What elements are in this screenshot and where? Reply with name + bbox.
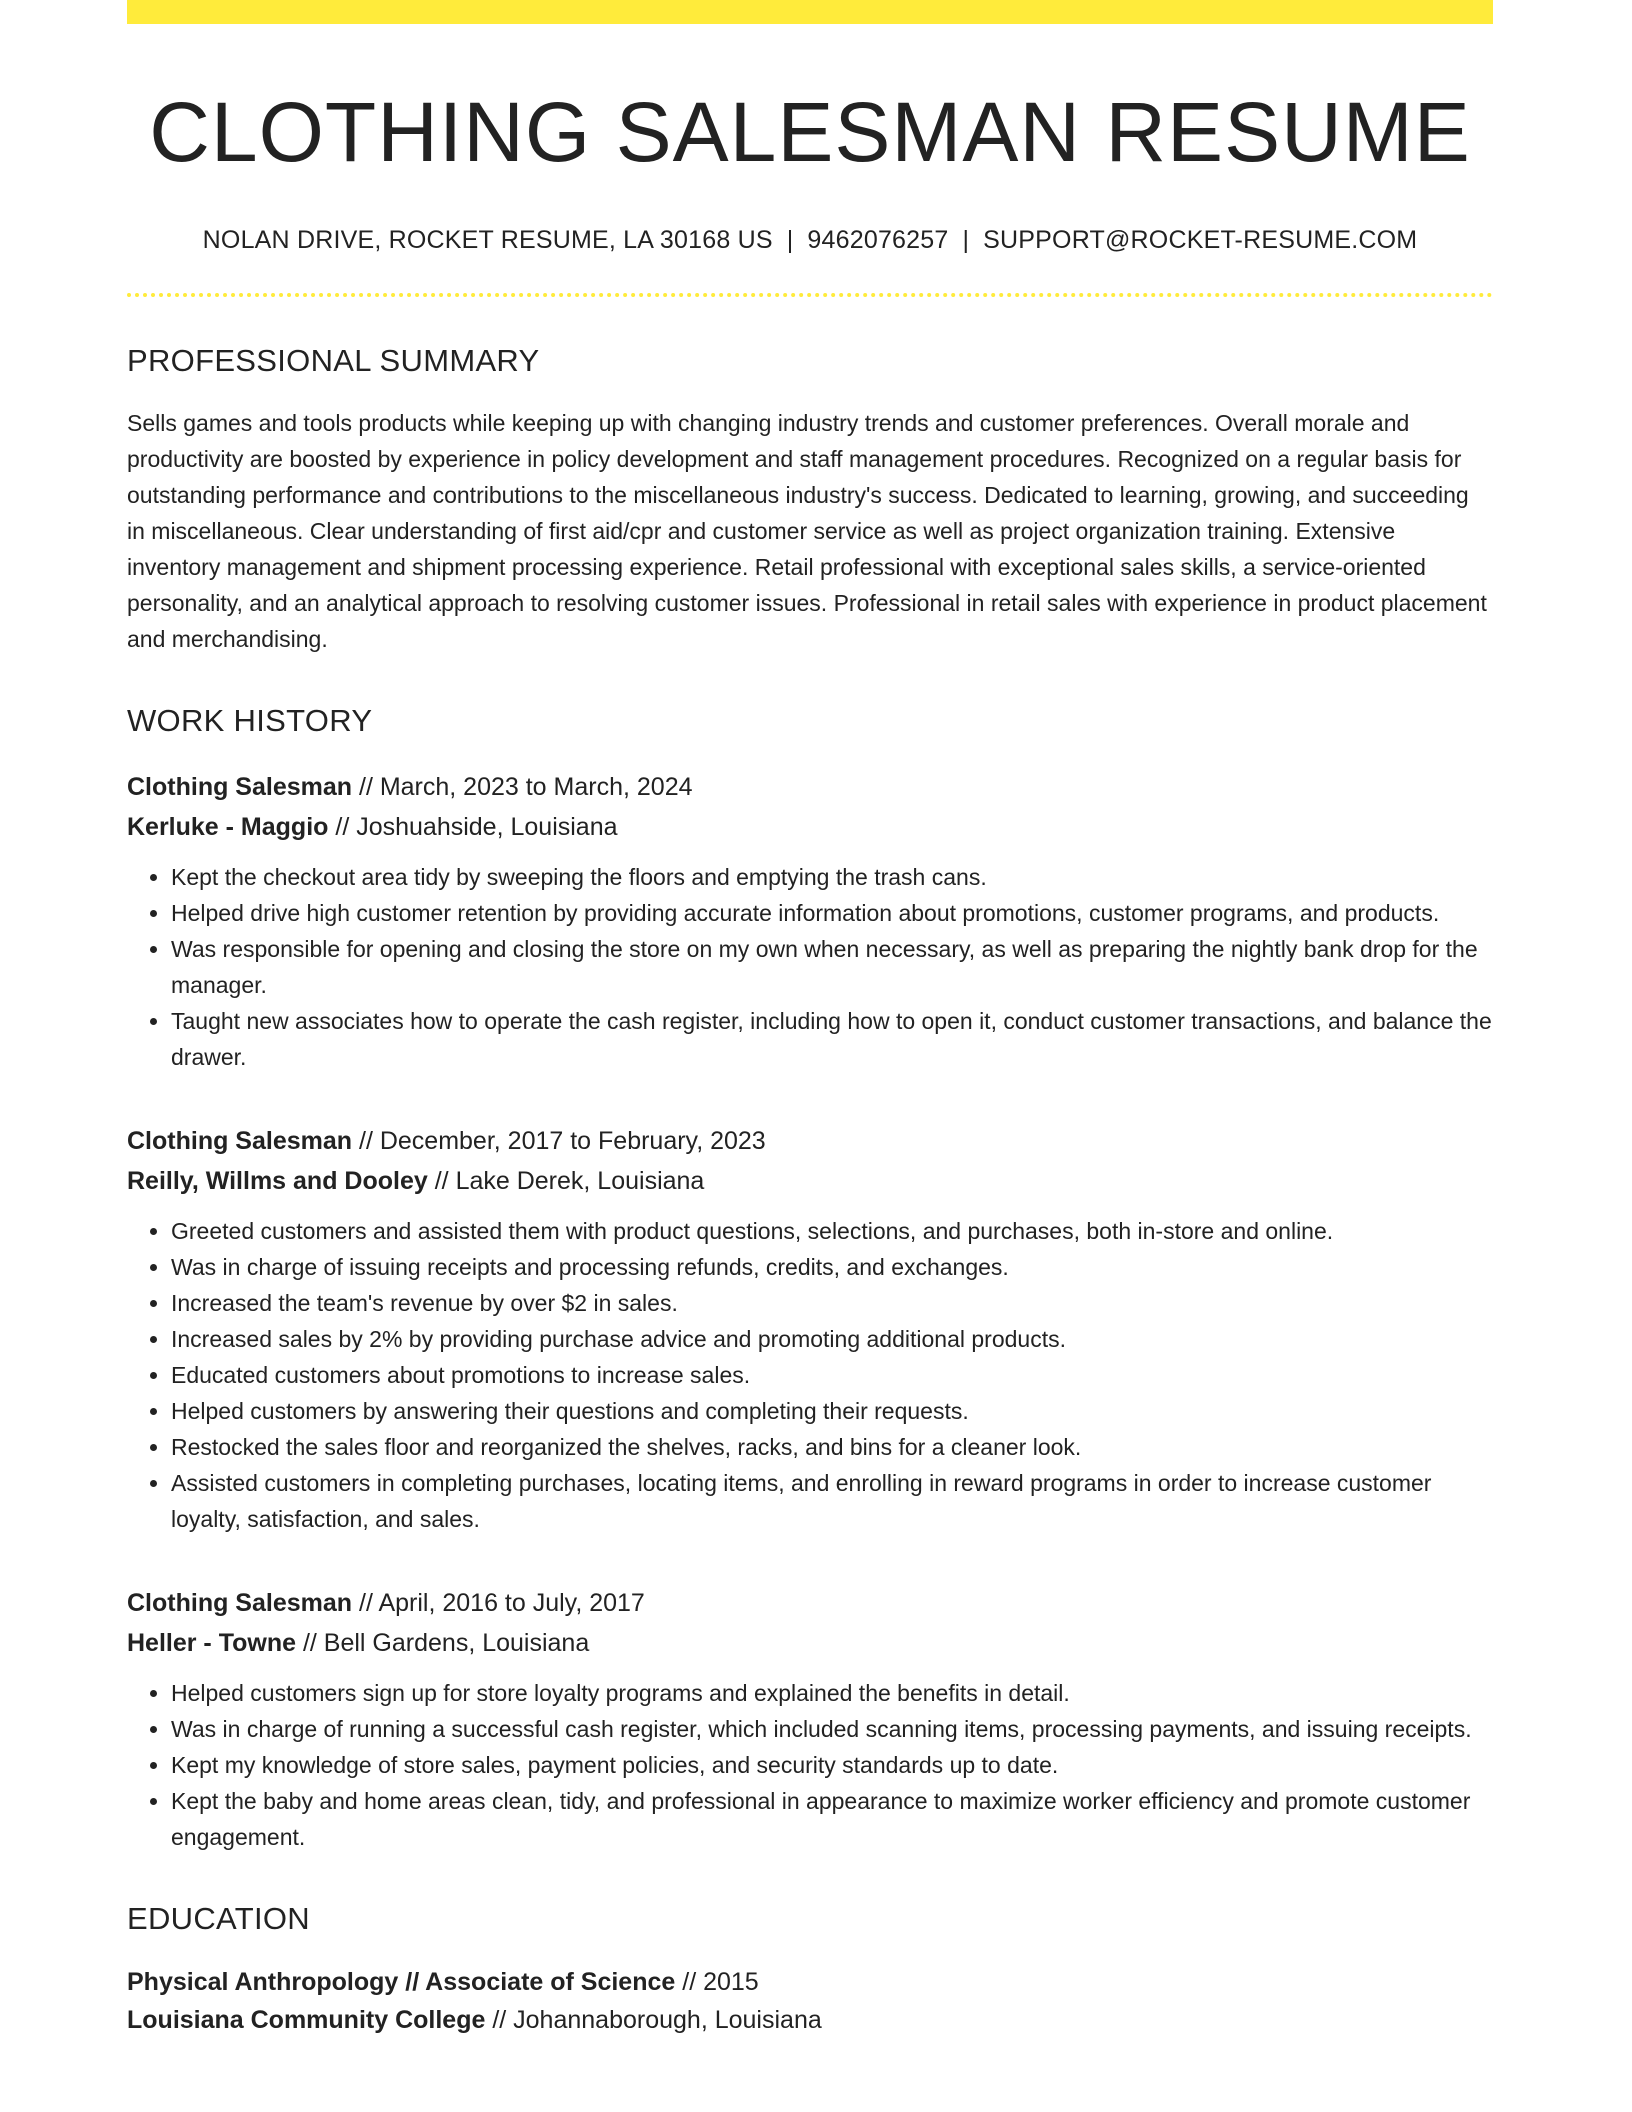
education-school-line [127,2001,1493,2039]
job-bullet: • Increased the team's revenue by over $2 in sales. [171,1285,1493,1321]
job-entry [127,1121,1493,1537]
job-title: Clothing Salesman [127,1127,353,1156]
contact-email: SUPPORT@ROCKET-RESUME.COM [983,226,1418,255]
work-history-section [127,703,1493,1855]
job-bullets [127,1675,1493,1855]
summary-heading: PROFESSIONAL SUMMARY [127,343,540,379]
job-location: // Bell Gardens, Louisiana [296,1629,590,1658]
dotted-divider [127,293,1493,297]
job-bullet: • Was in charge of running a successful cash register, which included scanning items, processing payments, and issuing receipts. [171,1711,1493,1747]
job-bullet: • Helped customers by answering their questions and completing their requests. [171,1393,1493,1429]
education-school: Louisiana Community College [127,2006,486,2035]
job-company: Reilly, Willms and Dooley [127,1167,428,1196]
job-title-line [127,767,1493,807]
job-company-line [127,1161,1493,1201]
job-dates: // March, 2023 to March, 2024 [352,773,693,802]
job-bullet: • Increased sales by 2% by providing purchase advice and promoting additional products. [171,1321,1493,1357]
education-heading: EDUCATION [127,1901,310,1937]
job-bullet: • Restocked the sales floor and reorganized the shelves, racks, and bins for a cleaner look. [171,1429,1493,1465]
education-year: // 2015 [675,1968,759,1997]
job-dates: // April, 2016 to July, 2017 [352,1589,645,1618]
contact-address: NOLAN DRIVE, ROCKET RESUME, LA 30168 US [202,226,773,255]
job-bullet: • Was responsible for opening and closing the store on my own when necessary, as well as preparing the nightly bank drop for the manager. [171,931,1493,1003]
job-title-line [127,1583,1493,1623]
job-location: // Joshuahside, Louisiana [328,813,618,842]
job-title: Clothing Salesman [127,773,353,802]
job-bullet: • Helped customers sign up for store loyalty programs and explained the benefits in detail. [171,1675,1493,1711]
job-bullet: • Greeted customers and assisted them with product questions, selections, and purchases, both in-store and online. [171,1213,1493,1249]
job-company: Kerluke - Maggio [127,813,329,842]
job-bullet: • Taught new associates how to operate the cash register, including how to open it, conduct customer transactions, and balance the drawer. [171,1003,1493,1075]
job-bullet: • Educated customers about promotions to increase sales. [171,1357,1493,1393]
contact-phone: 9462076257 [807,226,949,255]
education-location: // Johannaborough, Louisiana [485,2006,822,2035]
job-title-line [127,1121,1493,1161]
job-dates: // December, 2017 to February, 2023 [352,1127,766,1156]
job-bullets [127,1213,1493,1537]
contact-separator: | [786,226,794,255]
job-company-line [127,1623,1493,1663]
education-degree: Physical Anthropology // Associate of Science [127,1968,676,1997]
resume-title: CLOTHING SALESMAN RESUME [149,85,1471,179]
resume-page [127,0,1493,2039]
education-section [127,1901,1493,2039]
job-bullet: • Helped drive high customer retention by providing accurate information about promotions, customer programs, and products. [171,895,1493,931]
job-bullets [127,859,1493,1075]
job-bullet: • Was in charge of issuing receipts and processing refunds, credits, and exchanges. [171,1249,1493,1285]
summary-section [127,343,1493,657]
job-company: Heller - Towne [127,1629,297,1658]
summary-text: Sells games and tools products while keeping up with changing industry trends and customer preferences. Overall morale and productivity are boosted by experience in policy development and staff management procedures. Recognized on a regular basis for outstanding performance and contributions to the miscellaneous industry's success. Dedicated to learning, growing, and succeeding in miscellaneous. Clear understanding of first aid/cpr and customer service as well as project organization training. Extensive inventory management and shipment processing experience. Retail professional with exceptional sales skills, a service-oriented personality, and an analytical approach to resolving customer issues. Professional in retail sales with experience in product placement and merchandising. [127,410,1487,653]
job-bullet: • Kept the baby and home areas clean, tidy, and professional in appearance to maximize worker efficiency and promote customer engagement. [171,1783,1493,1855]
job-bullet: • Assisted customers in completing purchases, locating items, and enrolling in reward programs in order to increase customer loyalty, satisfaction, and sales. [171,1465,1493,1537]
education-degree-line [127,1963,1493,2001]
work-history-heading: WORK HISTORY [127,703,373,739]
job-bullet: • Kept the checkout area tidy by sweeping the floors and emptying the trash cans. [171,859,1493,895]
accent-top-bar [127,0,1493,24]
contact-line [127,226,1493,255]
job-entry [127,767,1493,1075]
contact-separator: | [962,226,970,255]
job-location: // Lake Derek, Louisiana [427,1167,705,1196]
job-bullet: • Kept my knowledge of store sales, payment policies, and security standards up to date. [171,1747,1493,1783]
job-company-line [127,807,1493,847]
job-entry [127,1583,1493,1855]
education-entry [127,1963,1493,2039]
job-title: Clothing Salesman [127,1589,353,1618]
